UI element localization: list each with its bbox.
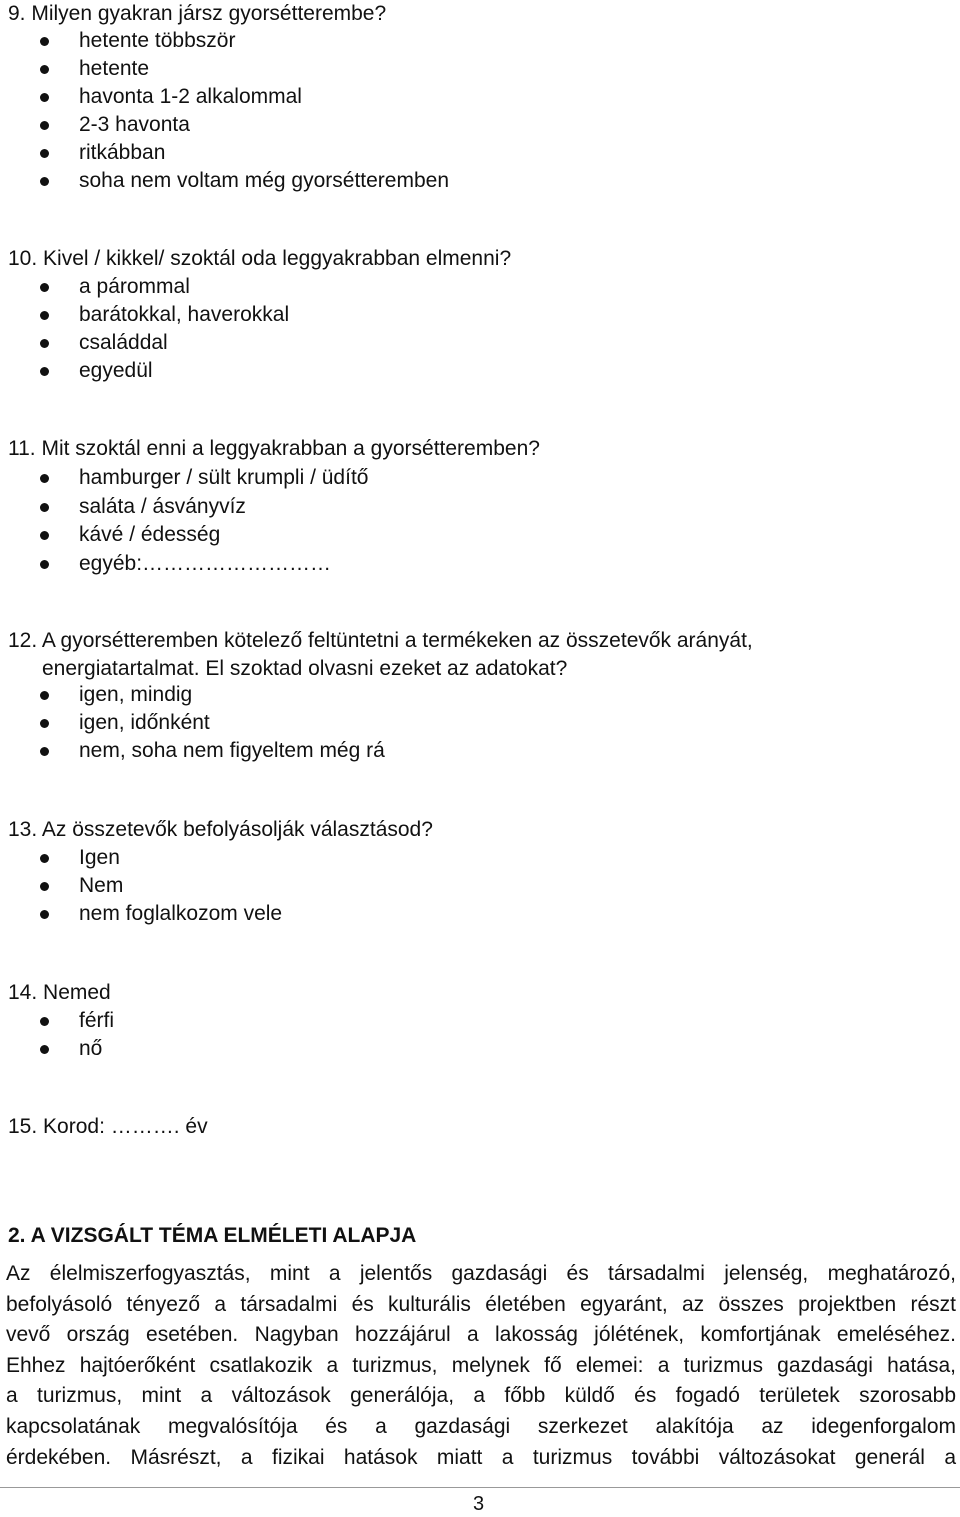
bullet — [40, 149, 49, 158]
bullet — [40, 560, 49, 569]
question-12: 12. A gyorsétteremben kötelező feltüntetni a termékeken az összetevők arányát, — [8, 629, 753, 652]
paragraph-line: kapcsolatának megvalósítója és a gazdasági szerkezet alakítója az idegenforgalom — [6, 1414, 956, 1438]
bullet — [40, 474, 49, 483]
paragraph-line: érdekében. Másrészt, a fizikai hatások miatt a turizmus további változásokat generál a — [6, 1445, 956, 1469]
bullet — [40, 882, 49, 891]
bullet — [40, 311, 49, 320]
bullet — [40, 747, 49, 756]
option: egyedül — [79, 359, 153, 382]
bullet — [40, 1017, 49, 1026]
bullet — [40, 719, 49, 728]
paragraph-line: Az élelmiszerfogyasztás, mint a jelentős gazdasági és társadalmi jelenség, meghatározó, — [6, 1262, 956, 1285]
option: hetente — [79, 57, 150, 80]
bullet — [40, 1045, 49, 1054]
bullet — [40, 854, 49, 863]
page-number: 3 — [473, 1493, 485, 1515]
option: igen, mindig — [79, 683, 193, 706]
bullet — [40, 283, 49, 292]
footer-divider — [0, 1487, 960, 1488]
option: saláta / ásványvíz — [79, 495, 246, 518]
bullet — [40, 121, 49, 130]
option: a párommal — [79, 275, 190, 298]
option: egyéb:……………………… — [79, 552, 332, 575]
bullet — [40, 177, 49, 186]
body-paragraph — [6, 1259, 956, 1473]
bullet — [40, 339, 49, 348]
bullet — [40, 503, 49, 512]
paragraph-line: a turizmus, mint a változások generálója, a főbb küldő és fogadó területek szorosabb — [6, 1384, 956, 1408]
option: soha nem voltam még gyorsétteremben — [79, 169, 450, 192]
option: nő — [79, 1037, 103, 1060]
bullet — [40, 65, 49, 74]
option: igen, időnként — [79, 711, 210, 734]
question-14: 14. Nemed — [8, 981, 111, 1004]
question-12-continued: energiatartalmat. El szoktad olvasni ezeket az adatokat? — [42, 657, 568, 680]
question-15: 15. Korod: ………. év — [8, 1115, 208, 1138]
option: nem, soha nem figyeltem még rá — [79, 739, 385, 762]
option: nem foglalkozom vele — [79, 902, 283, 925]
option: hamburger / sült krumpli / üdítő — [79, 466, 369, 489]
bullet — [40, 910, 49, 919]
option: Igen — [79, 846, 120, 869]
option: barátokkal, haverokkal — [79, 303, 290, 326]
bullet — [40, 93, 49, 102]
question-9: 9. Milyen gyakran jársz gyorsétterembe? — [8, 2, 387, 25]
section-heading: 2. A VIZSGÁLT TÉMA ELMÉLETI ALAPJA — [8, 1224, 417, 1247]
option: hetente többször — [79, 29, 236, 52]
option: férfi — [79, 1009, 115, 1032]
paragraph-line: befolyásoló tényező a társadalmi és kulturális életében egyaránt, az összes projektben részt — [6, 1292, 956, 1316]
bullet — [40, 367, 49, 376]
option: családdal — [79, 331, 168, 354]
question-10: 10. Kivel / kikkel/ szoktál oda leggyakrabban elmenni? — [8, 247, 512, 270]
option: 2-3 havonta — [79, 113, 190, 136]
question-11: 11. Mit szoktál enni a leggyakrabban a gyorsétteremben? — [8, 437, 540, 460]
option: Nem — [79, 874, 124, 897]
bullet — [40, 691, 49, 700]
paragraph-line: vevő ország esetében. Nagyban hozzájárul a lakosság jólétének, komfortjának emeléséhez. — [6, 1323, 956, 1347]
paragraph-line: Ehhez hajtóerőként csatlakozik a turizmus, melynek fő elemei: a turizmus gazdasági hatása, — [6, 1353, 956, 1377]
option: kávé / édesség — [79, 523, 221, 546]
bullet — [40, 37, 49, 46]
bullet — [40, 531, 49, 540]
option: ritkábban — [79, 141, 166, 164]
question-13: 13. Az összetevők befolyásolják választásod? — [8, 818, 433, 841]
option: havonta 1-2 alkalommal — [79, 85, 302, 108]
